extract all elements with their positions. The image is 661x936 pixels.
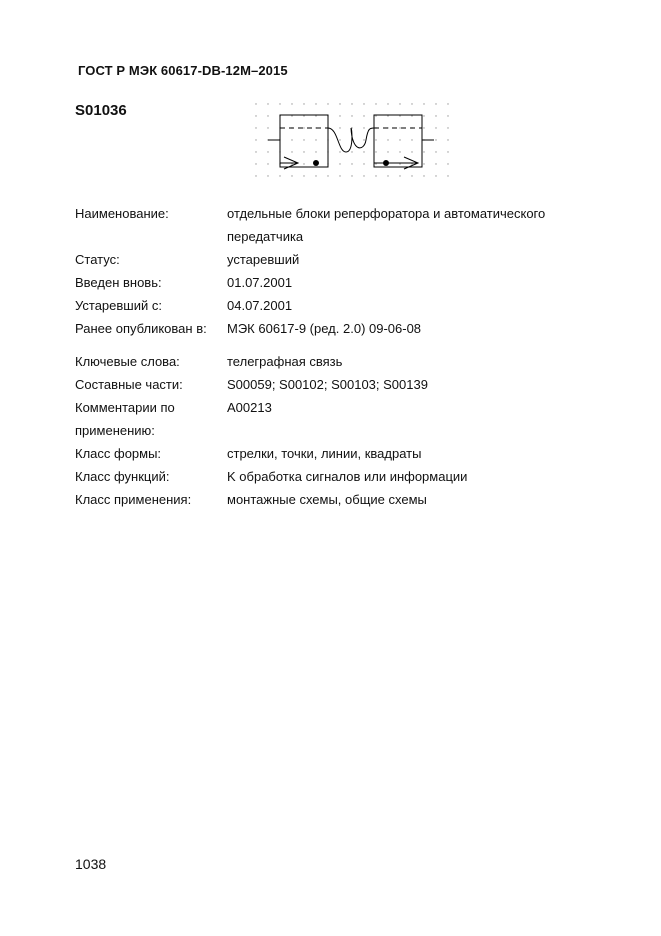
field-label: Комментарии по применению: (75, 400, 175, 438)
field-value: стрелки, точки, линии, квадраты (227, 446, 422, 461)
field-row (75, 488, 595, 511)
field-row (75, 396, 595, 442)
field-row (75, 350, 595, 373)
symbol-graphic (252, 100, 452, 180)
field-row (75, 202, 595, 248)
field-label: Введен вновь: (75, 275, 162, 290)
field-label: Устаревший с: (75, 298, 162, 313)
field-value: 04.07.2001 (227, 298, 293, 313)
left-block (280, 115, 328, 167)
field-label: Класс применения: (75, 492, 192, 507)
field-label: Составные части: (75, 377, 183, 392)
field-row (75, 317, 595, 340)
field-label: Ранее опубликован в: (75, 321, 207, 336)
field-value: МЭК 60617-9 (ред. 2.0) 09-06-08 (227, 321, 422, 336)
attribute-list (75, 202, 595, 511)
symbol-code: S01036 (75, 102, 127, 119)
field-row (75, 465, 595, 488)
field-row (75, 294, 595, 317)
right-block (374, 115, 422, 167)
right-block-dot (383, 160, 389, 166)
field-value: устаревший (227, 252, 300, 267)
field-row (75, 442, 595, 465)
field-label: Класс формы: (75, 446, 162, 461)
left-block-dot (313, 160, 319, 166)
field-value: телеграфная связь (227, 354, 343, 369)
field-value: монтажные схемы, общие схемы (227, 492, 427, 507)
standard-header: ГОСТ Р МЭК 60617-DB-12M–2015 (78, 63, 288, 78)
field-row (75, 271, 595, 294)
field-value: 01.07.2001 (227, 275, 293, 290)
field-label: Класс функций: (75, 469, 170, 484)
field-label: Наименование: (75, 206, 169, 221)
field-value: отдельные блоки реперфоратора и автоматического передатчика (227, 206, 546, 244)
field-row (75, 373, 595, 396)
field-value: A00213 (227, 400, 272, 415)
field-value: K обработка сигналов или информации (227, 469, 468, 484)
field-label: Статус: (75, 252, 120, 267)
tape-link-curve (328, 128, 374, 152)
field-row (75, 248, 595, 271)
field-label: Ключевые слова: (75, 354, 180, 369)
field-value: S00059; S00102; S00103; S00139 (227, 377, 428, 392)
page-number: 1038 (75, 856, 107, 872)
